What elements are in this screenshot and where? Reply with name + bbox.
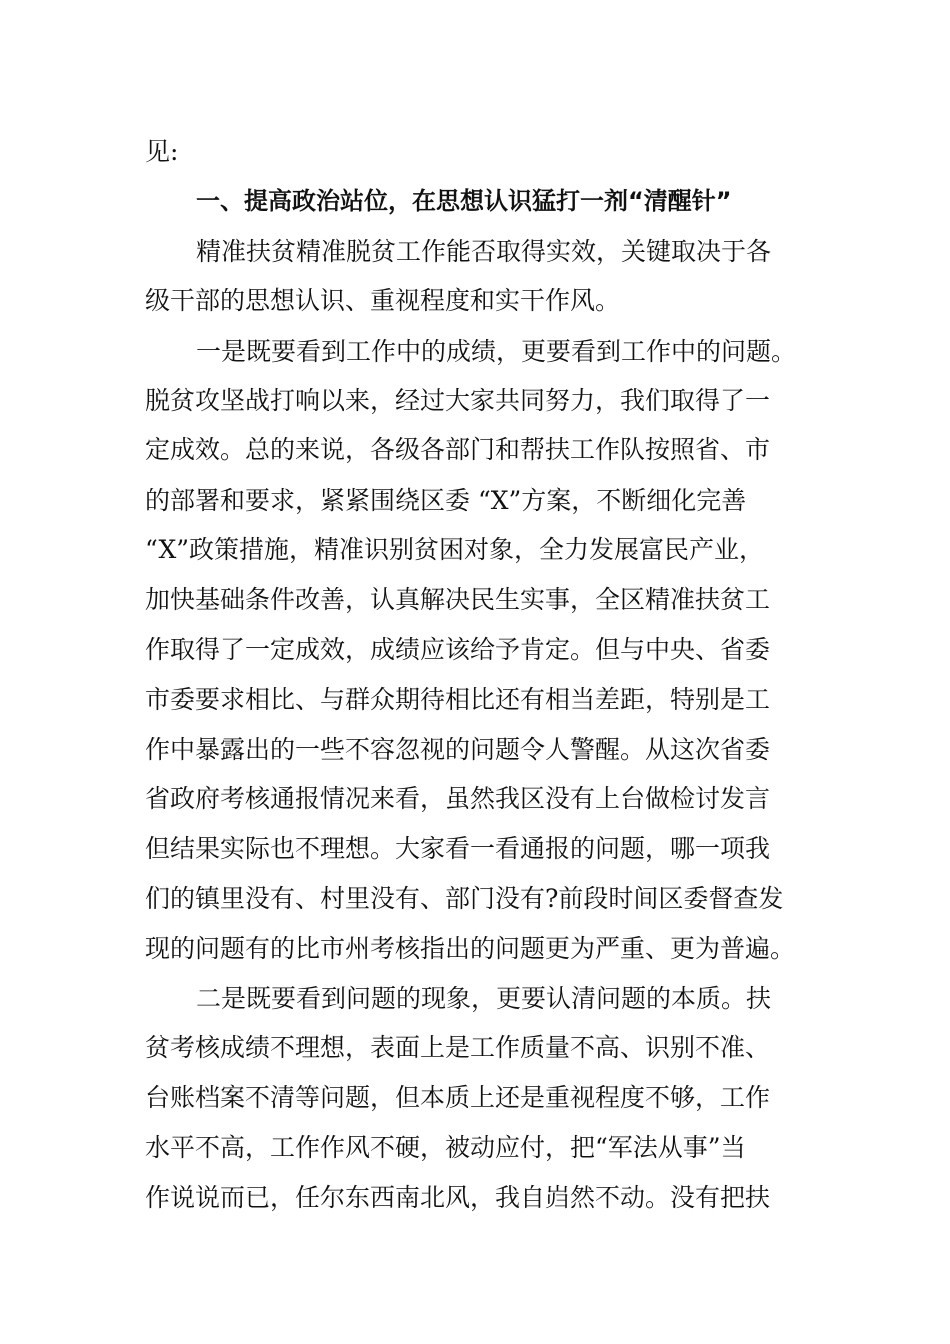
text-line: 省政府考核通报情况来看，虽然我区没有上台做检讨发言 <box>145 784 771 813</box>
text-line: “X”政策措施，精准识别贫困对象，全力发展富民产业， <box>145 535 765 564</box>
text-line: 作中暴露出的一些不容忽视的问题令人警醒。从这次省委 <box>145 735 771 764</box>
section-heading: 一、提高政治站位，在思想认识猛打一剂“清醒针” <box>196 187 732 215</box>
text-line: 市委要求相比、与群众期待相比还有相当差距，特别是工 <box>145 685 771 714</box>
text-line: 的部署和要求，紧紧围绕区委 “X”方案，不断细化完善 <box>145 486 747 515</box>
text-line: 级干部的思想认识、重视程度和实干作风。 <box>145 286 621 315</box>
text-line: 作取得了一定成效，成绩应该给予肯定。但与中央、省委 <box>145 635 771 664</box>
paragraph-first-line: 二是既要看到问题的现象，更要认清问题的本质。扶 <box>196 984 772 1013</box>
paragraph-first-line: 一是既要看到工作中的成绩，更要看到工作中的问题。 <box>196 337 797 366</box>
text-line: 台账档案不清等问题，但本质上还是重视程度不够，工作 <box>145 1083 771 1112</box>
text-line: 作说说而已，任尔东西南北风，我自岿然不动。没有把扶 <box>145 1183 771 1212</box>
text-line: 贫考核成绩不理想，表面上是工作质量不高、识别不准、 <box>145 1033 771 1062</box>
text-line: 水平不高，工作作风不硬，被动应付，把“军法从事”当 <box>145 1133 746 1162</box>
text-line: 见: <box>145 137 179 166</box>
text-line: 但结果实际也不理想。大家看一看通报的问题，哪一项我 <box>145 834 771 863</box>
text-line: 们的镇里没有、村里没有、部门没有?前段时间区委督查发 <box>145 884 784 913</box>
paragraph-first-line: 精准扶贫精准脱贫工作能否取得实效，关键取决于各 <box>196 237 772 266</box>
text-line: 加快基础条件改善，认真解决民生实事，全区精准扶贫工 <box>145 585 771 614</box>
text-line: 定成效。总的来说，各级各部门和帮扶工作队按照省、市 <box>145 435 771 464</box>
text-line: 脱贫攻坚战打响以来，经过大家共同努力，我们取得了一 <box>145 386 771 415</box>
text-line: 现的问题有的比市州考核指出的问题更为严重、更为普遍。 <box>145 934 796 963</box>
